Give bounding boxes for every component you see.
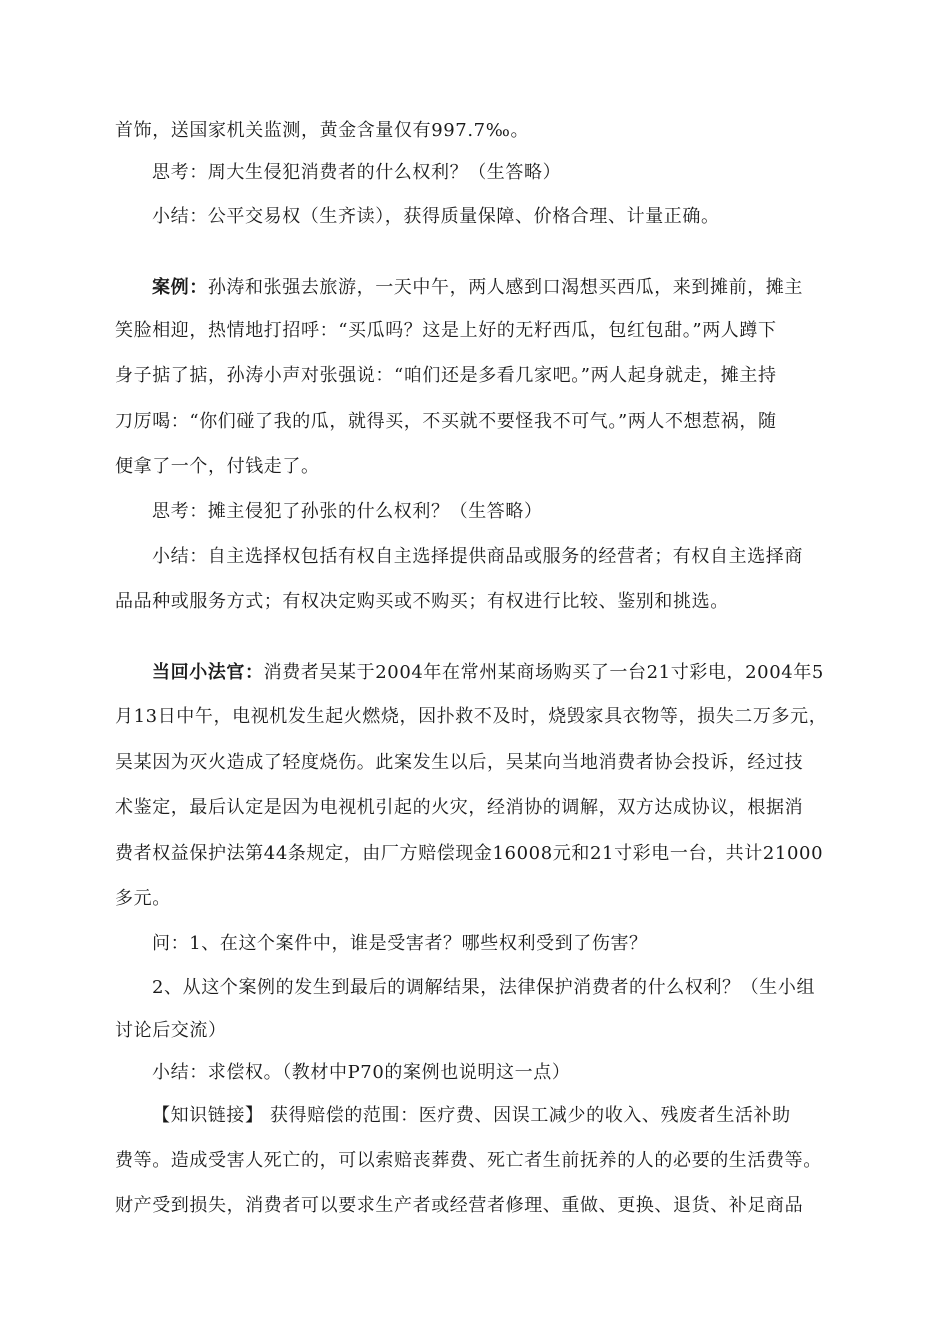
text-line: 费等。造成受害人死亡的，可以索赔丧葬费、死亡者生前抚养的人的必要的生活费等。 (115, 1150, 822, 1171)
text-line: 问：1、在这个案件中，谁是受害者？哪些权利受到了伤害？ (152, 933, 648, 954)
case-paragraph-line (152, 276, 882, 300)
text-line: 术鉴定，最后认定是因为电视机引起的火灾，经消协的调解，双方达成协议，根据消 (115, 797, 804, 818)
text-line: 刀厉喝：“你们碰了我的瓜，就得买，不买就不要怪我不可气。”两人不想惹祸，随 (115, 411, 777, 432)
text-line: 月13日中午，电视机发生起火燃烧，因扑救不及时，烧毁家具衣物等，损失二万多元， (115, 706, 828, 727)
case-label: 案例： (152, 277, 208, 298)
text-line: 小结：求偿权。（教材中P70的案例也说明这一点） (152, 1062, 571, 1083)
text-span: 孙涛和张强去旅游，一天中午，两人感到口渴想买西瓜，来到摊前，摊主 (207, 277, 804, 298)
text-line: 费者权益保护法第44条规定，由厂方赔偿现金16008元和21寸彩电一台，共计21000 (115, 843, 824, 864)
text-line: 小结：自主选择权包括有权自主选择提供商品或服务的经营者；有权自主选择商 (152, 546, 803, 567)
text-line: 小结：公平交易权（生齐读），获得质量保障、价格合理、计量正确。 (152, 206, 720, 227)
judge-paragraph-line (152, 661, 882, 685)
text-line: 【知识链接】 获得赔偿的范围：医疗费、因误工减少的收入、残废者生活补助 (152, 1105, 791, 1126)
text-line: 身子掂了掂，孙涛小声对张强说：“咱们还是多看几家吧。”两人起身就走，摊主持 (115, 365, 777, 386)
text-line: 笑脸相迎，热情地打招呼：“买瓜吗？这是上好的无籽西瓜，包红包甜。”两人蹲下 (115, 320, 777, 341)
judge-label: 当回小法官： (152, 662, 264, 683)
text-line: 思考：摊主侵犯了孙张的什么权利？（生答略） (152, 501, 543, 522)
text-line: 品品种或服务方式；有权决定购买或不购买；有权进行比较、鉴别和挑选。 (115, 591, 729, 612)
text-span: 消费者吴某于2004年在常州某商场购买了一台21寸彩电，2004年5 (263, 662, 824, 683)
text-line: 思考：周大生侵犯消费者的什么权利？（生答略） (152, 162, 562, 183)
text-line: 2、从这个案例的发生到最后的调解结果，法律保护消费者的什么权利？（生小组 (152, 977, 816, 998)
text-line: 吴某因为灭火造成了轻度烧伤。此案发生以后，吴某向当地消费者协会投诉，经过技 (115, 752, 804, 773)
text-line: 首饰，送国家机关监测，黄金含量仅有997.7‰。 (115, 120, 530, 141)
text-line: 财产受到损失，消费者可以要求生产者或经营者修理、重做、更换、退货、补足商品 (115, 1195, 804, 1216)
text-line: 多元。 (115, 888, 171, 909)
text-line: 讨论后交流） (115, 1020, 227, 1041)
text-line: 便拿了一个，付钱走了。 (115, 456, 320, 477)
